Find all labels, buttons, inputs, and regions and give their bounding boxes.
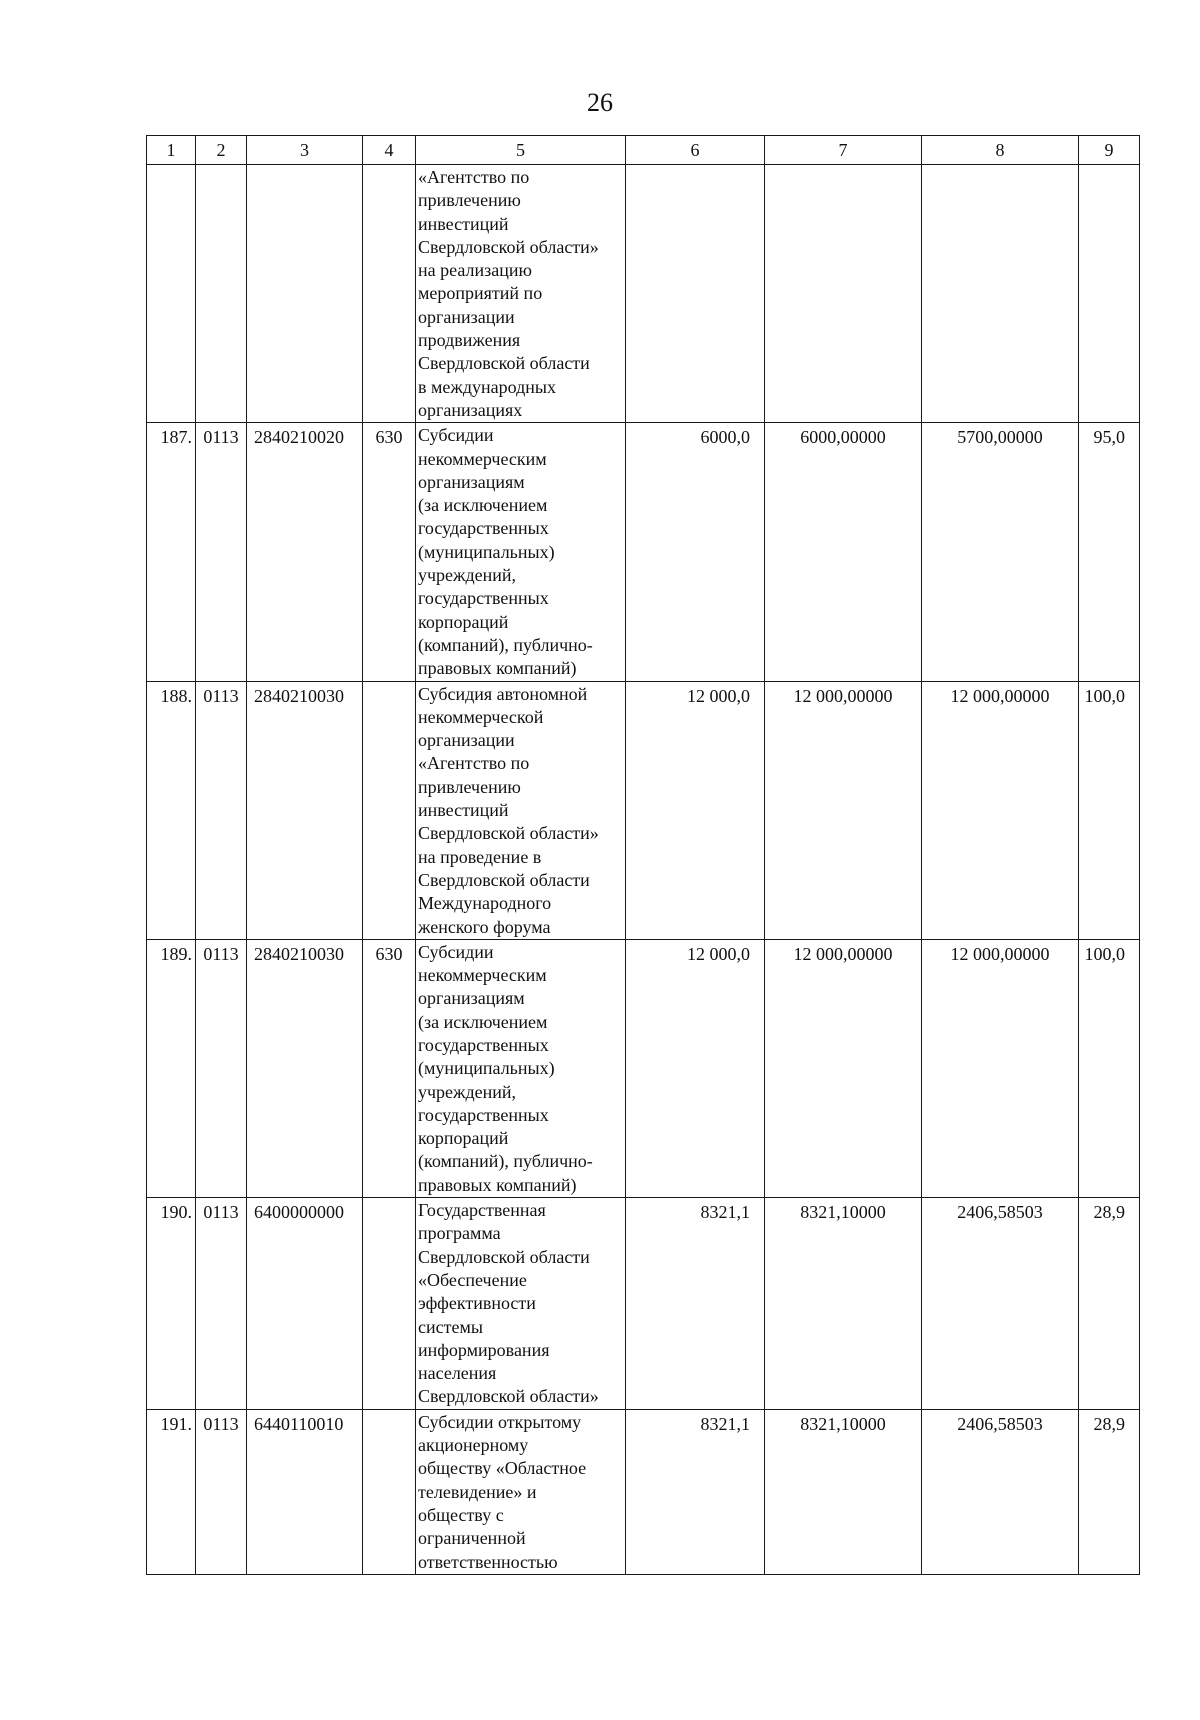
expense-type-code — [363, 1198, 416, 1410]
amount-adjusted: 8321,10000 — [765, 1409, 922, 1574]
expense-name: «Агентство по привлечению инвестиций Свердловской области» на реализацию мероприятий по организации продвижения Свердловской области в международных организациях — [416, 165, 626, 423]
section-code: 0113 — [196, 1409, 247, 1574]
row-number: 187. — [147, 423, 196, 681]
amount-executed — [922, 165, 1079, 423]
expense-name: Государственная программа Свердловской области «Обеспечение эффективности системы информирования населения Свердловской области» — [416, 1198, 626, 1410]
header-cell: 3 — [247, 136, 363, 165]
expense-type-code — [363, 165, 416, 423]
row-number — [147, 165, 196, 423]
amount-plan: 12 000,0 — [626, 939, 765, 1197]
amount-adjusted — [765, 165, 922, 423]
amount-executed: 2406,58503 — [922, 1409, 1079, 1574]
expense-name: Субсидии открытому акционерному обществу «Областное телевидение» и обществу с ограниченной ответственностью — [416, 1409, 626, 1574]
expense-type-code — [363, 681, 416, 939]
amount-plan: 6000,0 — [626, 423, 765, 681]
amount-plan: 12 000,0 — [626, 681, 765, 939]
amount-adjusted: 6000,00000 — [765, 423, 922, 681]
header-row — [147, 136, 1140, 165]
row-number: 191. — [147, 1409, 196, 1574]
header-cell: 8 — [922, 136, 1079, 165]
execution-percent: 28,9 — [1079, 1198, 1140, 1410]
amount-executed: 12 000,00000 — [922, 681, 1079, 939]
row-number: 190. — [147, 1198, 196, 1410]
amount-adjusted: 8321,10000 — [765, 1198, 922, 1410]
header-cell: 6 — [626, 136, 765, 165]
section-code — [196, 165, 247, 423]
amount-adjusted: 12 000,00000 — [765, 939, 922, 1197]
table-row — [147, 1409, 1140, 1574]
execution-percent: 100,0 — [1079, 681, 1140, 939]
target-article-code: 6440110010 — [247, 1409, 363, 1574]
execution-percent — [1079, 165, 1140, 423]
amount-executed: 2406,58503 — [922, 1198, 1079, 1410]
target-article-code: 2840210030 — [247, 939, 363, 1197]
expense-type-code: 630 — [363, 939, 416, 1197]
table-row — [147, 165, 1140, 423]
amount-plan: 8321,1 — [626, 1198, 765, 1410]
table-row — [147, 939, 1140, 1197]
expense-name: Субсидия автономной некоммерческой организации «Агентство по привлечению инвестиций Свердловской области» на проведение в Свердловской области Международного женского форума — [416, 681, 626, 939]
section-code: 0113 — [196, 939, 247, 1197]
table-body — [147, 165, 1140, 1575]
header-cell: 7 — [765, 136, 922, 165]
target-article-code: 2840210020 — [247, 423, 363, 681]
header-cell: 9 — [1079, 136, 1140, 165]
amount-executed: 5700,00000 — [922, 423, 1079, 681]
page-number: 26 — [587, 88, 613, 117]
header-cell: 4 — [363, 136, 416, 165]
expense-name: Субсидии некоммерческим организациям (за исключением государственных (муниципальных) учреждений, государственных корпораций (компаний), публично- правовых компаний) — [416, 423, 626, 681]
execution-percent: 95,0 — [1079, 423, 1140, 681]
target-article-code: 6400000000 — [247, 1198, 363, 1410]
target-article-code — [247, 165, 363, 423]
table-row — [147, 423, 1140, 681]
execution-percent: 100,0 — [1079, 939, 1140, 1197]
execution-percent: 28,9 — [1079, 1409, 1140, 1574]
header-cell: 5 — [416, 136, 626, 165]
header-cell: 2 — [196, 136, 247, 165]
amount-executed: 12 000,00000 — [922, 939, 1079, 1197]
budget-table — [146, 135, 1140, 1575]
target-article-code: 2840210030 — [247, 681, 363, 939]
section-code: 0113 — [196, 423, 247, 681]
section-code: 0113 — [196, 1198, 247, 1410]
section-code: 0113 — [196, 681, 247, 939]
table-header — [147, 136, 1140, 165]
amount-plan: 8321,1 — [626, 1409, 765, 1574]
expense-type-code: 630 — [363, 423, 416, 681]
table-row — [147, 681, 1140, 939]
header-cell: 1 — [147, 136, 196, 165]
expense-name: Субсидии некоммерческим организациям (за исключением государственных (муниципальных) учреждений, государственных корпораций (компаний), публично- правовых компаний) — [416, 939, 626, 1197]
expense-type-code — [363, 1409, 416, 1574]
row-number: 189. — [147, 939, 196, 1197]
amount-adjusted: 12 000,00000 — [765, 681, 922, 939]
table-row — [147, 1198, 1140, 1410]
amount-plan — [626, 165, 765, 423]
row-number: 188. — [147, 681, 196, 939]
